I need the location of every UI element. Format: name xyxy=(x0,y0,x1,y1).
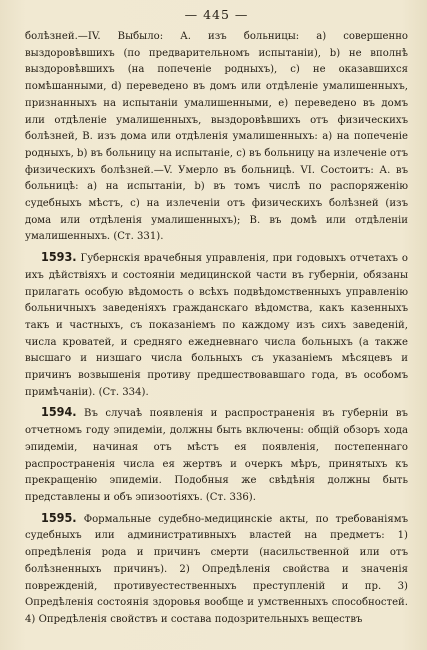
paragraph-text: Губернскія врачебныя управленія, при годовыхъ отчетахъ о ихъ дѣйствіяхъ и состояніи медицинской части въ губерніи, обязаны прилагать особую вѣдомость о всѣхъ подвѣдомственныхъ управленію больничныхъ заведеніяхъ гражданскаго вѣдомства, какъ казенныхъ такъ и частныхъ, съ показаніемъ по каждому изъ сихъ заведеній, числа кроватей, и средняго ежедневнаго числа больныхъ (а также высшаго и низшаго числа больныхъ съ указаніемъ мѣсяцевъ и причинъ возвышенія противу предшествовавшаго года, въ особомъ примѣчаніи). (Ст. 334). xyxy=(25,253,408,398)
article-number: 1595. xyxy=(41,509,77,525)
paragraph-continuation xyxy=(25,29,408,246)
article-number: 1594. xyxy=(41,404,77,420)
paragraph-text: Въ случаѣ появленія и распространенія въ губерніи въ отчетномъ году эпидеміи, должны быть включены: общій обзоръ хода эпидеміи, начиная отъ мѣстъ ея появленія, постепеннаго распространенія числа ея жертвъ и очеркъ мѣръ, принятыхъ къ прекращенію эпидеміи. Подобныя же свѣдѣнія должны быть представлены и объ эпизоотіяхъ. (Ст. 336). xyxy=(25,408,408,503)
article-1595 xyxy=(25,510,408,629)
page-number: — 445 — xyxy=(184,7,249,22)
article-number: 1593. xyxy=(41,249,77,265)
article-1594 xyxy=(25,404,408,506)
paragraph-text: Формальные судебно-медицинскіе акты, по требованіямъ судебныхъ или административныхъ властей на предметъ: 1) опредѣленія рода и причинъ смерти (насильственной или отъ болѣзненныхъ причинъ). 2) Опредѣленія свойства и значенія поврежденій, противуестественныхъ преступленій и пр. 3) Опредѣленія состоянія здоровья вообще и умственныхъ способностей. 4) Опредѣленія свойствъ и состава подозрительныхъ веществъ xyxy=(25,513,408,625)
paragraph-text: болѣзней.—IV. Выбыло: А. изъ больницы: a) совершенно выздоровѣвшихъ (по предварительномъ испытаніи), b) не вполнѣ выздоровѣвшихъ (на попеченіе родныхъ), c) не оказавшихся помѣшанными, d) переведено въ домъ или отдѣленіе умалишенныхъ, признанныхъ на испытаніи умалишенными, e) переведено въ домъ или отдѣленіе умалишенныхъ, выздоровѣвшихъ отъ физическихъ болѣзней, B. изъ дома или отдѣленія умалишенныхъ: a) на попеченіе родныхъ, b) въ больницу на испытаніе, c) въ больницу на излеченіе отъ физическихъ болѣзней.—V. Умерло въ больницѣ. VI. Состоитъ: А. въ больницѣ: a) на испытаніи, b) въ томъ числѣ по распоряженію судебныхъ мѣстъ, c) на излеченіи отъ физическихъ болѣзней (изъ дома или отдѣленія умалишенныхъ); B. въ домѣ или отдѣленіи умалишенныхъ. (Ст. 331). xyxy=(25,31,408,243)
article-1593 xyxy=(25,249,408,401)
